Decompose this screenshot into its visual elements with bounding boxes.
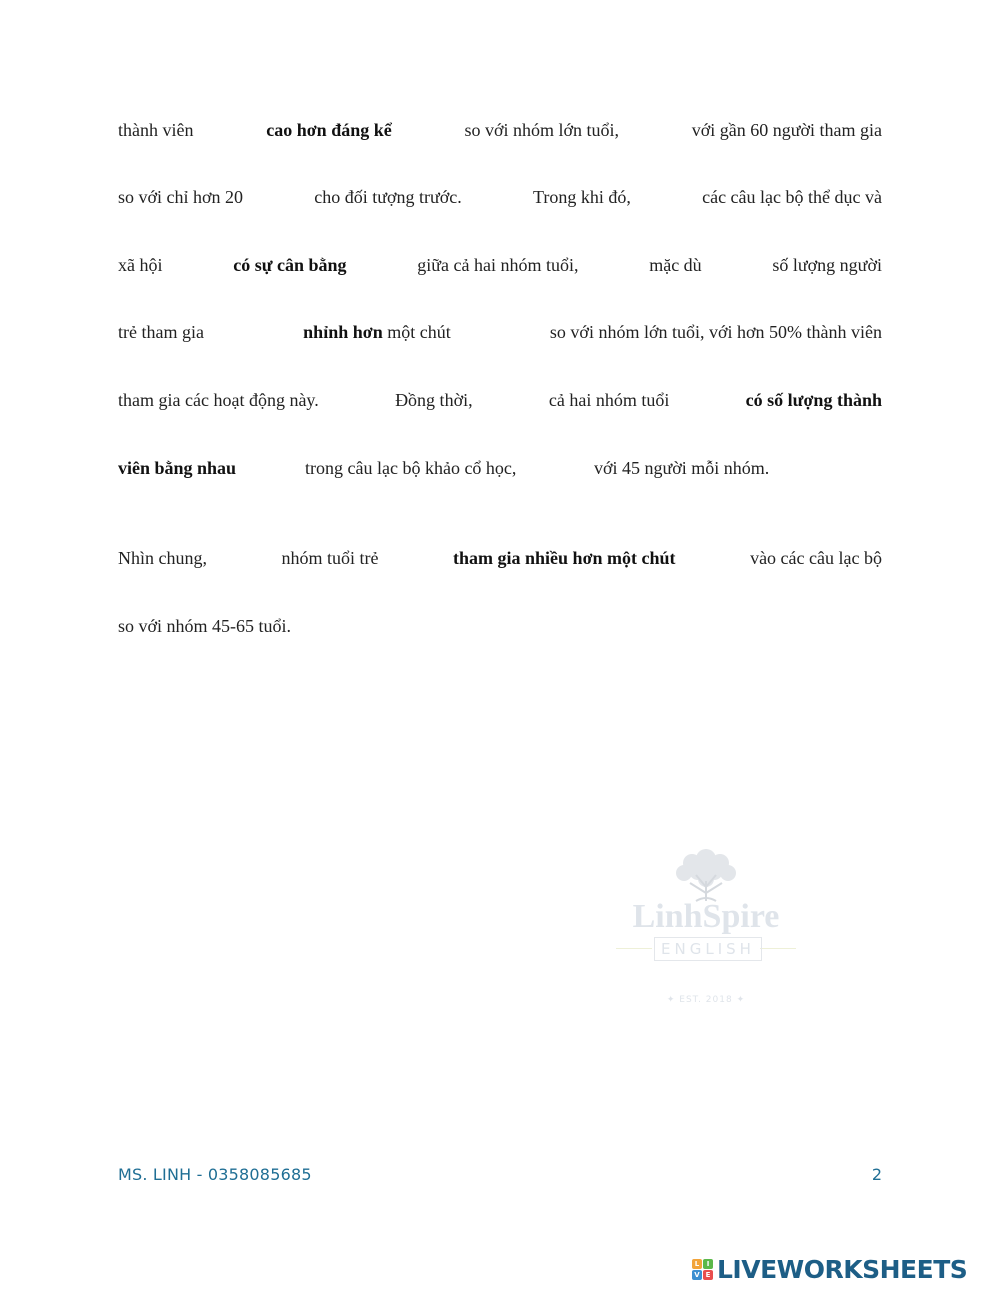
text-line [118,388,882,412]
text-line [118,185,882,209]
text-segment: số lượng người [772,255,882,275]
text-line [118,614,882,638]
liveworksheets-brand[interactable] [692,1253,967,1285]
text-segment: mặc dù [649,255,702,275]
text-segment: so với nhóm 45-65 tuổi. [118,616,292,636]
text-segment: so với nhóm lớn tuổi, [464,120,619,140]
text-segment-bold: tham gia nhiều hơn một chút [453,548,676,568]
logo-tile: V [692,1270,702,1280]
text-segment: trẻ tham gia [118,322,204,342]
text-segment-bold: có số lượng thành [745,390,882,410]
text-line [118,253,882,277]
text-segment-bold: viên bằng nhau [118,458,237,478]
watermark-logo [616,845,796,1015]
text-segment: so với nhóm lớn tuổi, với hơn 50% thành viên [549,322,882,342]
text-segment: giữa cả hai nhóm tuổi, [417,255,579,275]
text-line [118,456,882,480]
text-line [118,118,882,142]
text-segment: nhóm tuổi trẻ [281,548,379,568]
text-segment: trong câu lạc bộ khảo cổ học, [305,458,517,478]
text-segment: so với chỉ hơn 20 [118,187,244,207]
text-segment: Nhìn chung, [118,548,207,568]
text-segment: tham gia các hoạt động này. [118,390,319,410]
divider [760,948,796,949]
text-segment: vào các câu lạc bộ [750,548,882,568]
text-segment: Đồng thời, [395,390,473,410]
logo-tile: E [703,1270,713,1280]
divider [616,948,652,949]
watermark-name: LinhSpire [632,898,780,935]
text-line [118,546,882,570]
logo-tile: L [692,1259,702,1269]
text-segment: với 45 người mỗi nhóm. [594,458,770,478]
footer-contact: MS. LINH - 0358085685 [118,1165,312,1184]
text-segment: xã hội [118,255,163,275]
liveworksheets-logo-icon [692,1259,713,1280]
text-line [118,320,882,344]
tree-icon [666,845,746,903]
text-segment: cả hai nhóm tuổi [548,390,670,410]
text-segment-bold: nhỉnh hơn một chút [303,322,451,342]
watermark-established: ✦ EST. 2018 ✦ [666,995,746,1005]
logo-tile: I [703,1259,713,1269]
text-segment: với gần 60 người tham gia [691,120,882,140]
text-segment-bold: có sự cân bằng [233,255,347,275]
text-segment-bold: cao hơn đáng kể [266,120,392,140]
watermark-subtitle: ENGLISH [654,937,762,961]
text-segment: cho đối tượng trước. [314,187,462,207]
page-number: 2 [871,1165,882,1184]
text-segment: Trong khi đó, [533,187,631,207]
text-segment: thành viên [118,120,194,140]
text-segment: các câu lạc bộ thể dục và [702,187,882,207]
liveworksheets-wordmark: LIVEWORKSHEETS [717,1254,968,1284]
